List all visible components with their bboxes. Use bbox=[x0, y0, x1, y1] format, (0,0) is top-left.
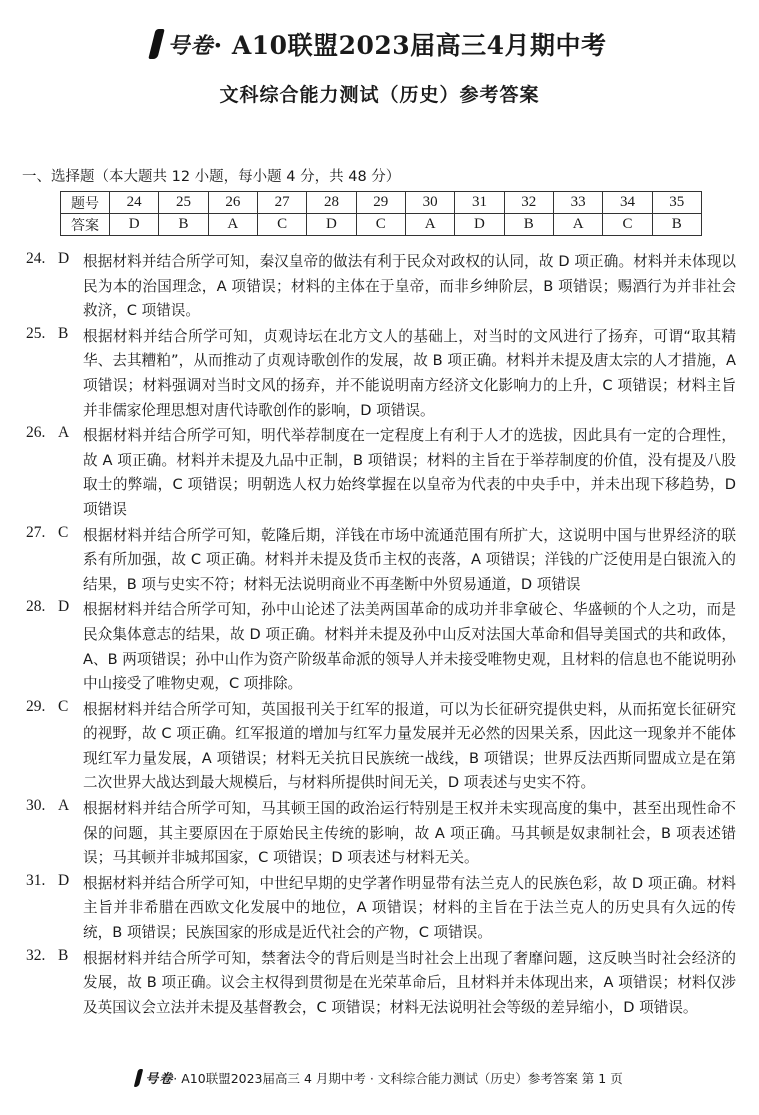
explanation-list bbox=[0, 250, 759, 1021]
explanation-item-32 bbox=[0, 947, 759, 1021]
item-number: 24. bbox=[26, 250, 46, 267]
document-title bbox=[0, 26, 759, 62]
answer-row bbox=[61, 214, 702, 236]
item-answer: D bbox=[58, 250, 70, 267]
item-answer: A bbox=[58, 797, 70, 815]
explanation-item-25 bbox=[0, 325, 759, 423]
item-explanation: 根据材料并结合所学可知，中世纪早期的史学著作明显带有法兰克人的民族色彩，故 D 项正确。材料主旨并非希腊在西欧文化发展中的地位，A 项错误；材料的主旨在于法兰克人的历史具有久远的传统，B 项错误；民族国家的形成是近代社会的产物，C 项错误。 bbox=[83, 874, 736, 942]
item-number: 30. bbox=[26, 797, 46, 815]
item-explanation: 根据材料并结合所学可知，马其顿王国的政治运行特别是王权并未实现高度的集中，甚至出现性命不保的问题，其主要原因在于原始民主传统的影响，故 A 项正确。马其顿是奴隶制社会，B 项表述错误；马其顿并非城邦国家，C 项错误；D 项表述与材料无关。 bbox=[83, 800, 736, 867]
explanation-item-24 bbox=[0, 250, 759, 324]
answer-cell: A bbox=[405, 214, 454, 236]
answer-cell: B bbox=[159, 214, 208, 236]
item-explanation: 根据材料并结合所学可知，孙中山论述了法美两国革命的成功并非拿破仑、华盛顿的个人之功，而是民众集体意志的结果，故 D 项正确。材料并未提及孙中山反对法国大革命和倡导美国式的共和政体，A、B 两项错误；孙中山作为资产阶级革命派的领导人并未接受唯物史观，且材料的信息也不能说明孙中山接受了唯物史观，C 项排除。 bbox=[83, 601, 736, 693]
item-answer: D bbox=[58, 598, 70, 616]
brand-logo-text: 号卷 bbox=[145, 1072, 174, 1087]
answer-cell: C bbox=[356, 214, 405, 236]
item-number: 27. bbox=[26, 523, 46, 541]
item-explanation: 根据材料并结合所学可知，秦汉皇帝的做法有利于民众对政权的认同，故 D 项正确。材料并未体现以民为本的治国理念，A 项错误；材料的主体在于皇帝，而非乡绅阶层，B 项错误；赐酒行为并非社会救济，C 项错误。 bbox=[83, 253, 736, 320]
item-answer: B bbox=[58, 324, 69, 342]
document-subtitle: 文科综合能力测试（历史）参考答案 bbox=[219, 84, 540, 106]
explanation-item-27 bbox=[0, 524, 759, 598]
section-heading: 一、选择题（本大题共 12 小题，每小题 4 分，共 48 分） bbox=[22, 169, 401, 185]
item-explanation: 根据材料并结合所学可知，贞观诗坛在北方文人的基础上，对当时的文风进行了扬弃，可谓“取其精华、去其糟粕”，从而推动了贞观诗歌创作的发展，故 B 项正确。材料并未提及唐太宗的人才措施，A 项错误；材料强调对当时文风的扬弃，并不能说明南方经济文化影响力的上升，C 项错误；材料主旨并非儒家伦理思想对唐代诗歌创作的影响，D 项错误。 bbox=[83, 327, 736, 419]
item-number: 28. bbox=[26, 598, 46, 616]
explanation-item-30 bbox=[0, 797, 759, 871]
question-number-cell: 26 bbox=[208, 192, 257, 214]
question-number-cell: 24 bbox=[110, 192, 159, 214]
question-number-cell: 32 bbox=[504, 192, 553, 214]
brush-logo-icon bbox=[149, 29, 165, 59]
item-number: 26. bbox=[26, 424, 46, 442]
question-number-cell: 33 bbox=[553, 192, 602, 214]
item-answer: D bbox=[58, 871, 70, 889]
item-answer: A bbox=[58, 424, 70, 442]
question-number-row bbox=[61, 192, 702, 214]
question-number-cell: 27 bbox=[257, 192, 306, 214]
item-explanation: 根据材料并结合所学可知，明代举荐制度在一定程度上有利于人才的选拔，因此具有一定的合理性，故 A 项正确。材料并未提及九品中正制，B 项错误；材料的主旨在于举荐制度的价值，没有提及八股取士的弊端，C 项错误；明朝选人权力始终掌握在以皇帝为代表的中央手中，并未出现下移趋势，D 项错误 bbox=[83, 427, 736, 518]
question-number-cell: 31 bbox=[455, 192, 504, 214]
item-explanation: 根据材料并结合所学可知，禁奢法令的背后则是当时社会上出现了奢靡问题，这反映当时社会经济的发展，故 B 项正确。议会主权得到贯彻是在光荣革命后，且材料并未体现出来，A 项错误；材料仅涉及英国议会立法并未提及基督教会，C 项错误；材料无法说明社会等级的差异缩小，D 项错误。 bbox=[83, 949, 736, 1016]
answer-row-label: 答案 bbox=[61, 214, 110, 236]
answer-cell: C bbox=[603, 214, 652, 236]
answer-cell: C bbox=[257, 214, 306, 236]
question-number-cell: 29 bbox=[356, 192, 405, 214]
question-number-cell: 34 bbox=[603, 192, 652, 214]
explanation-item-26 bbox=[0, 424, 759, 522]
brush-logo-icon bbox=[134, 1069, 143, 1087]
explanation-item-28 bbox=[0, 598, 759, 696]
answer-cell: D bbox=[455, 214, 504, 236]
item-answer: B bbox=[58, 946, 69, 964]
answer-cell: B bbox=[652, 214, 701, 236]
item-number: 29. bbox=[26, 697, 46, 715]
explanation-item-29 bbox=[0, 698, 759, 796]
question-number-cell: 25 bbox=[159, 192, 208, 214]
question-number-cell: 30 bbox=[405, 192, 454, 214]
page-footer bbox=[0, 1068, 759, 1087]
item-number: 32. bbox=[26, 946, 46, 964]
brand-logo-text: 号卷 bbox=[167, 32, 214, 59]
answer-cell: A bbox=[208, 214, 257, 236]
footer-text: · A10联盟2023届高三 4 月期中考 · 文科综合能力测试（历史）参考答案 第 1 页 bbox=[173, 1070, 623, 1086]
item-explanation: 根据材料并结合所学可知，英国报刊关于红军的报道，可以为长征研究提供史料，从而拓宽长征研究的视野，故 C 项正确。红军报道的增加与红军力量发展并无必然的因果关系，因此这一现象并不能体现红军力量发展，A 项错误；材料无关抗日民族统一战线，B 项错误；世界反法西斯同盟成立是在第二次世界大战达到最大规模后，与材料所提供时间无关，D 项表述与史实不符。 bbox=[83, 700, 736, 792]
answer-cell: D bbox=[110, 214, 159, 236]
question-row-label: 题号 bbox=[61, 192, 110, 214]
item-answer: C bbox=[58, 523, 69, 541]
explanation-item-31 bbox=[0, 872, 759, 946]
item-number: 25. bbox=[26, 324, 46, 342]
item-number: 31. bbox=[26, 871, 46, 889]
question-number-cell: 28 bbox=[307, 192, 356, 214]
answer-cell: D bbox=[307, 214, 356, 236]
answer-cell: B bbox=[504, 214, 553, 236]
question-number-cell: 35 bbox=[652, 192, 701, 214]
exam-title: · A10联盟2023届高三4月期中考 bbox=[213, 31, 607, 60]
item-answer: C bbox=[58, 697, 69, 715]
answer-table bbox=[60, 191, 702, 236]
item-explanation: 根据材料并结合所学可知，乾隆后期，洋钱在市场中流通范围有所扩大，这说明中国与世界经济的联系有所加强，故 C 项正确。材料并未提及货币主权的丧落，A 项错误；洋钱的广泛使用是白银流入的结果，B 项与史实不符；材料无法说明商业不再垄断中外贸易通道，D 项错误 bbox=[83, 526, 736, 593]
answer-cell: A bbox=[553, 214, 602, 236]
